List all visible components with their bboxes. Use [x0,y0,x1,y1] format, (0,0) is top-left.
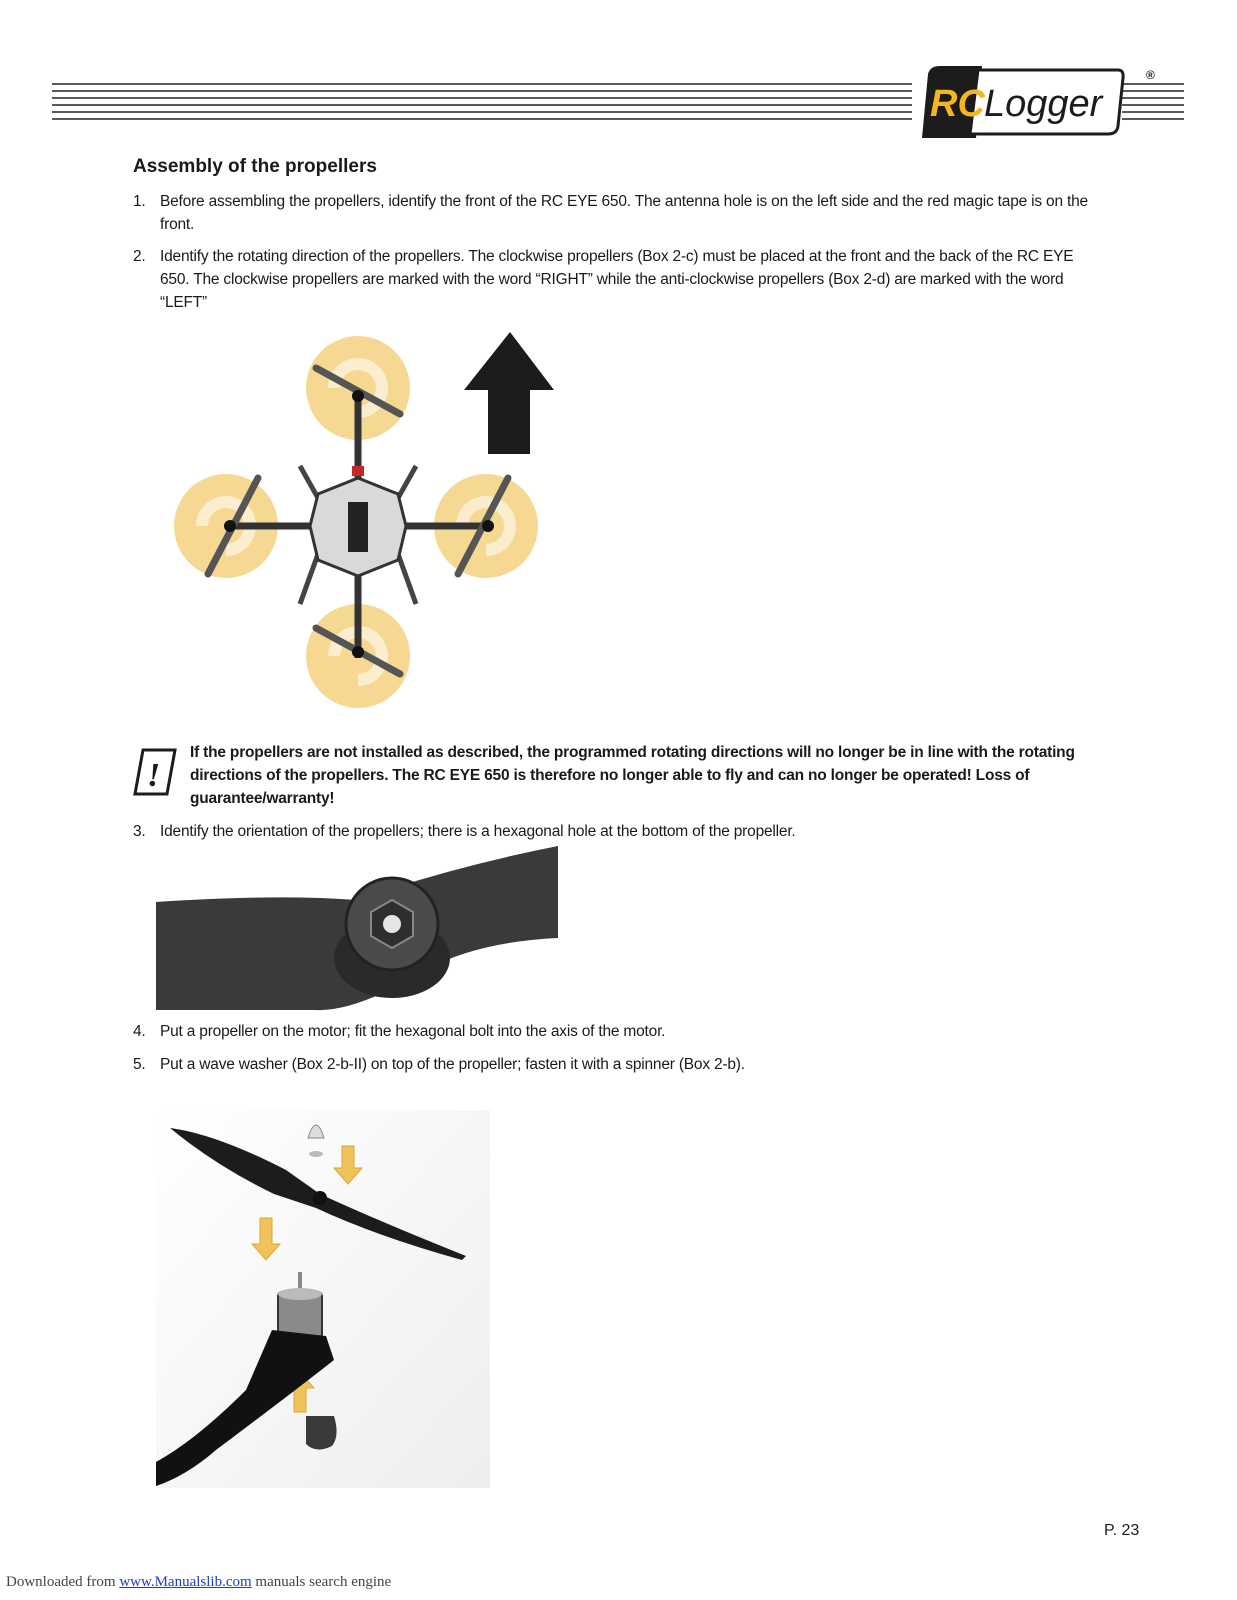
logo-logger-text: Logger [984,83,1103,125]
motor-mount [306,1416,337,1450]
download-suffix: manuals search engine [251,1574,392,1590]
step-number: 4. [133,1023,146,1040]
section-title: Assembly of the propellers [133,156,377,177]
step-text: Identify the rotating direction of the propellers. The clockwise propellers (Box 2-c) must be placed at the front and the back of the RC EYE 650. The clockwise propellers are marked with the word “RIGHT” while the anti-clockwise propellers (Box 2-d) are marked with the word “LEFT” [160,248,1074,311]
front-direction-arrow [464,332,554,454]
step-3 [133,820,1103,843]
manualslib-link[interactable]: www.Manualslib.com [119,1574,252,1590]
step-number: 1. [133,193,146,210]
warning-text: If the propellers are not installed as described, the programmed rotating directions will no longer be in line with the rotating directions of the propellers. The RC EYE 650 is therefore no longer able to fly and can no longer be operated! Loss of guarantee/warranty! [190,744,1075,807]
logo-rc-text: RC [930,83,985,125]
propeller-motor-assembly-figure [156,1110,490,1488]
step-text: Put a wave washer (Box 2-b-II) on top of the propeller; fasten it with a spinner (Box 2-b). [160,1056,745,1073]
step-text: Before assembling the propellers, identify the front of the RC EYE 650. The antenna hole is on the left side and the red magic tape is on the front. [160,193,1088,233]
rc-logger-logo [918,66,1158,138]
step-number: 5. [133,1056,146,1073]
svg-text:!: ! [147,757,161,794]
step-number: 3. [133,823,146,840]
exclamation-warning-icon [133,748,177,796]
registered-mark: ® [1146,68,1155,82]
step-number: 2. [133,248,146,265]
step-2 [133,245,1103,314]
step-4 [133,1020,1103,1043]
step-text: Identify the orientation of the propellers; there is a hexagonal hole at the bottom of the propeller. [160,823,796,840]
red-magic-tape [352,466,364,476]
step-text: Put a propeller on the motor; fit the hexagonal bolt into the axis of the motor. [160,1023,666,1040]
step-1 [133,190,1103,236]
wave-washer [309,1151,323,1157]
download-prefix: Downloaded from [6,1574,120,1590]
step-5 [133,1053,1103,1076]
download-source [6,1574,391,1591]
page-number: P. 23 [1104,1522,1140,1539]
propeller-hexagonal-hole-figure [156,846,560,1012]
quadcopter-rotation-diagram [168,328,568,712]
